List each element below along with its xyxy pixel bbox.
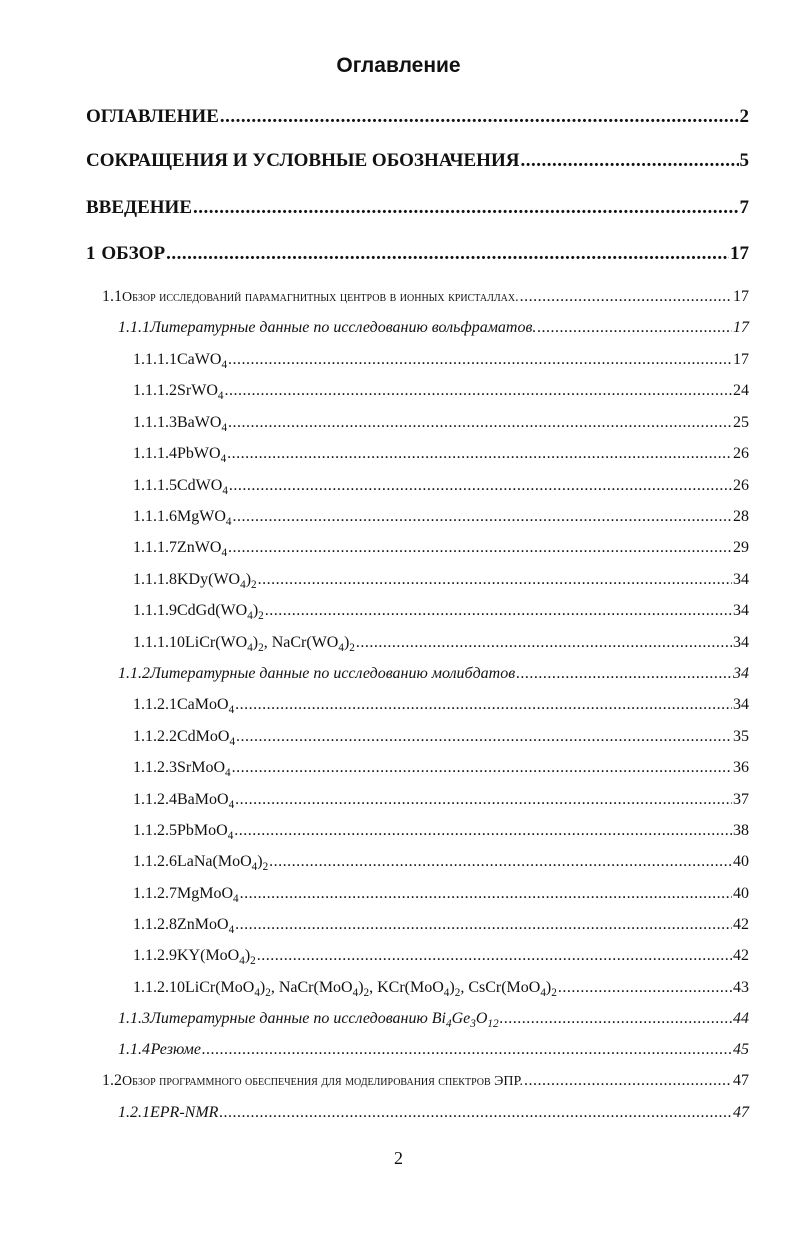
toc-entry-title: СОКРАЩЕНИЯ И УСЛОВНЫЕ ОБОЗНАЧЕНИЯ xyxy=(86,150,520,171)
toc-entry-number: 1.2 xyxy=(102,1072,122,1089)
toc-entry-number: 1.1.2.7 xyxy=(133,885,177,902)
toc-entry-title: Обзор исследований парамагнитных центров в ионных кристаллах. xyxy=(122,290,519,305)
toc-entry-number: 1.1.2 xyxy=(118,665,150,682)
page-number: 2 xyxy=(394,1148,403,1168)
toc-entry-number: 1.1.1.8 xyxy=(133,571,177,588)
toc-entry-page: 28 xyxy=(733,508,749,525)
toc-entry-number: 1.2.1 xyxy=(118,1104,150,1121)
toc-entry[interactable] xyxy=(118,1010,749,1031)
toc-leader xyxy=(193,197,739,219)
toc-entry-page: 36 xyxy=(733,759,749,776)
toc-entry[interactable] xyxy=(133,979,749,1000)
toc-leader xyxy=(202,1041,732,1059)
toc-entry[interactable] xyxy=(133,696,749,717)
toc-entry[interactable] xyxy=(133,728,749,749)
toc-entry-number: 1.1.1.5 xyxy=(133,477,177,494)
toc-entry[interactable] xyxy=(133,382,749,403)
toc-entry-title: Обзор программного обеспечения для моделирования спектров ЭПР. xyxy=(122,1074,524,1089)
toc-entry[interactable] xyxy=(133,602,749,623)
toc-entry[interactable] xyxy=(133,822,749,843)
toc-entry-title: $KDy(WO_4)_2$ xyxy=(177,571,257,592)
toc-entry-title: CaMoO$_4$ xyxy=(177,696,235,717)
toc-entry-page: 5 xyxy=(739,150,749,171)
toc-entry-title: ОГЛАВЛЕНИЕ xyxy=(86,106,219,127)
toc-entry[interactable] xyxy=(118,665,749,683)
toc-leader xyxy=(235,791,732,809)
toc-entry-number: 1.1.2.1 xyxy=(133,696,177,713)
toc-entry-title: $LiCr(MoO_4)_2$, $NaCr(MoO_4)_2$, $KCr(MoO_4)_2$, $CsCr(MoO_4)_2$ xyxy=(185,979,557,1000)
toc-entry-page: 47 xyxy=(733,1104,749,1121)
toc-entry-number: 1.1.1 xyxy=(118,319,150,336)
toc-entry-page: 29 xyxy=(733,539,749,556)
toc-leader xyxy=(229,477,732,495)
toc-entry-title: Литературные данные по исследованию $Bi_4Ge_3O_{12}$ xyxy=(150,1010,499,1031)
toc-entry-page: 45 xyxy=(733,1041,749,1058)
toc-entry-title: MgMoO$_4$ xyxy=(177,885,239,906)
toc-entry-page: 25 xyxy=(733,414,749,431)
toc-entry[interactable] xyxy=(133,477,749,498)
toc-entry-number: 1.1.2.10 xyxy=(133,979,185,996)
toc-leader xyxy=(520,288,732,306)
toc-entry-title: PbMoO$_4$ xyxy=(177,822,234,843)
toc-entry-title: ZnMoO$_4$ xyxy=(177,916,235,937)
toc-entry-title: BaWO$_4$ xyxy=(177,414,228,435)
toc-entry-title: ZnWO$_4$ xyxy=(177,539,228,560)
toc-entry[interactable] xyxy=(118,1104,749,1122)
toc-leader xyxy=(558,979,732,997)
toc-entry-title: $KY(MoO_4)_2$ xyxy=(177,947,256,968)
toc-entry-page: 17 xyxy=(730,243,749,264)
toc-entry-number: 1.1.2.3 xyxy=(133,759,177,776)
toc-entry-page: 17 xyxy=(733,319,749,336)
toc-entry-page: 34 xyxy=(733,696,749,713)
toc-entry[interactable] xyxy=(133,351,749,372)
toc-entry[interactable] xyxy=(133,508,749,529)
toc-entry-title: BaMoO$_4$ xyxy=(177,791,235,812)
toc-leader xyxy=(240,885,732,903)
toc-entry-number: 1.1.4 xyxy=(118,1041,150,1058)
toc-entry-number: 1.1.2.4 xyxy=(133,791,177,808)
toc-entry[interactable] xyxy=(133,853,749,874)
toc-entry-number: 1.1.1.6 xyxy=(133,508,177,525)
toc-leader xyxy=(537,319,732,337)
toc-leader xyxy=(228,539,732,557)
toc-entry-page: 40 xyxy=(733,885,749,902)
toc-leader xyxy=(520,150,738,172)
toc-entry-title: Литературные данные по исследованию молибдатов xyxy=(150,665,516,682)
toc-entry-page: 17 xyxy=(733,288,749,305)
toc-entry-number: 1.1.1.4 xyxy=(133,445,177,462)
toc-entry-title: PbWO$_4$ xyxy=(177,445,227,466)
toc-entry-number: 1.1.2.5 xyxy=(133,822,177,839)
toc-entry-title: $CdGd(WO_4)_2$ xyxy=(177,602,264,623)
toc-entry-page: 38 xyxy=(733,822,749,839)
toc-leader xyxy=(220,106,739,128)
toc-entry[interactable] xyxy=(133,916,749,937)
toc-entry[interactable] xyxy=(133,414,749,435)
toc-entry[interactable] xyxy=(133,634,749,655)
toc-entry-page: 2 xyxy=(739,106,749,127)
toc-leader xyxy=(524,1072,732,1090)
toc-entry-number: 1.1.1.3 xyxy=(133,414,177,431)
page-title: Оглавление xyxy=(336,54,461,77)
toc-entry-number: 1.1.1.10 xyxy=(133,634,185,651)
toc-entry-title: Литературные данные по исследованию вольфраматов. xyxy=(150,319,537,336)
toc-entry-title: ВВЕДЕНИЕ xyxy=(86,197,192,218)
toc-entry-title: Резюме xyxy=(150,1041,201,1058)
toc-entry-page: 24 xyxy=(733,382,749,399)
toc-entry[interactable] xyxy=(118,1041,749,1059)
toc-entry-number: 1.1.2.6 xyxy=(133,853,177,870)
toc-leader xyxy=(228,414,732,432)
toc-entry-page: 26 xyxy=(733,477,749,494)
toc-entry-number: 1 xyxy=(86,243,96,264)
toc-entry[interactable] xyxy=(86,197,749,219)
toc-entry-title: CaWO$_4$ xyxy=(177,351,228,372)
toc-entry-title: ОБЗОР xyxy=(101,243,166,264)
toc-leader xyxy=(236,728,732,746)
toc-entry-title: MgWO$_4$ xyxy=(177,508,232,529)
toc-entry-page: 34 xyxy=(733,571,749,588)
toc-entry-page: 34 xyxy=(733,602,749,619)
toc-entry[interactable] xyxy=(133,791,749,812)
toc-leader xyxy=(227,445,732,463)
toc-entry-number: 1.1.2.8 xyxy=(133,916,177,933)
toc-entry-page: 17 xyxy=(733,351,749,368)
toc-entry-title: CdMoO$_4$ xyxy=(177,728,236,749)
toc-leader xyxy=(516,665,732,683)
toc-leader xyxy=(228,351,732,369)
toc-leader xyxy=(235,916,732,934)
toc-leader xyxy=(232,759,732,777)
toc-entry-page: 44 xyxy=(733,1010,749,1027)
toc-leader xyxy=(224,382,732,400)
toc-entry-number: 1.1.1.2 xyxy=(133,382,177,399)
toc-entry[interactable] xyxy=(86,243,749,265)
toc-entry[interactable] xyxy=(86,150,749,172)
toc-entry[interactable] xyxy=(133,759,749,780)
toc-entry-page: 35 xyxy=(733,728,749,745)
toc-entry-title: EPR-NMR xyxy=(150,1104,219,1121)
toc-entry[interactable] xyxy=(133,571,749,592)
toc-entry-page: 26 xyxy=(733,445,749,462)
toc-entry[interactable] xyxy=(102,1072,749,1090)
toc-entry-title: $LaNa(MoO_4)_2$ xyxy=(177,853,269,874)
toc-entry-page: 7 xyxy=(739,197,749,218)
toc-entry-number: 1.1.1.1 xyxy=(133,351,177,368)
toc-entry[interactable] xyxy=(133,885,749,906)
toc-entry-number: 1.1.1.9 xyxy=(133,602,177,619)
toc-entry-page: 34 xyxy=(733,634,749,651)
toc-leader xyxy=(257,947,732,965)
toc-leader xyxy=(258,571,732,589)
toc-leader xyxy=(235,696,732,714)
toc-entry[interactable] xyxy=(102,288,749,306)
toc-entry-page: 42 xyxy=(733,916,749,933)
toc-leader xyxy=(269,853,732,871)
toc-entry-page: 47 xyxy=(733,1072,749,1089)
toc-entry[interactable] xyxy=(133,445,749,466)
toc-entry-page: 42 xyxy=(733,947,749,964)
toc-entry-number: 1.1.1.7 xyxy=(133,539,177,556)
toc-entry-number: 1.1.3 xyxy=(118,1010,150,1027)
toc-entry-number: 1.1 xyxy=(102,288,122,305)
toc-entry[interactable] xyxy=(133,539,749,560)
toc-leader xyxy=(234,822,732,840)
toc-leader xyxy=(232,508,732,526)
toc-entry-page: 37 xyxy=(733,791,749,808)
toc-entry-title: SrMoO$_4$ xyxy=(177,759,231,780)
toc-leader xyxy=(219,1104,732,1122)
toc-entry-title: SrWO$_4$ xyxy=(177,382,224,403)
toc-entry-number: 1.1.2.2 xyxy=(133,728,177,745)
toc-entry[interactable] xyxy=(86,106,749,128)
toc-entry-page: 43 xyxy=(733,979,749,996)
toc-entry[interactable] xyxy=(118,319,749,337)
toc-leader xyxy=(265,602,732,620)
toc-leader xyxy=(356,634,732,652)
toc-entry-title: CdWO$_4$ xyxy=(177,477,228,498)
toc-entry-title: $LiCr(WO_4)_2$, $NaCr(WO_4)_2$ xyxy=(185,634,355,655)
toc-entry-page: 40 xyxy=(733,853,749,870)
toc-leader xyxy=(166,243,729,265)
toc-leader xyxy=(500,1010,732,1028)
toc-entry-page: 34 xyxy=(733,665,749,682)
toc-entry-number: 1.1.2.9 xyxy=(133,947,177,964)
toc-entry[interactable] xyxy=(133,947,749,968)
